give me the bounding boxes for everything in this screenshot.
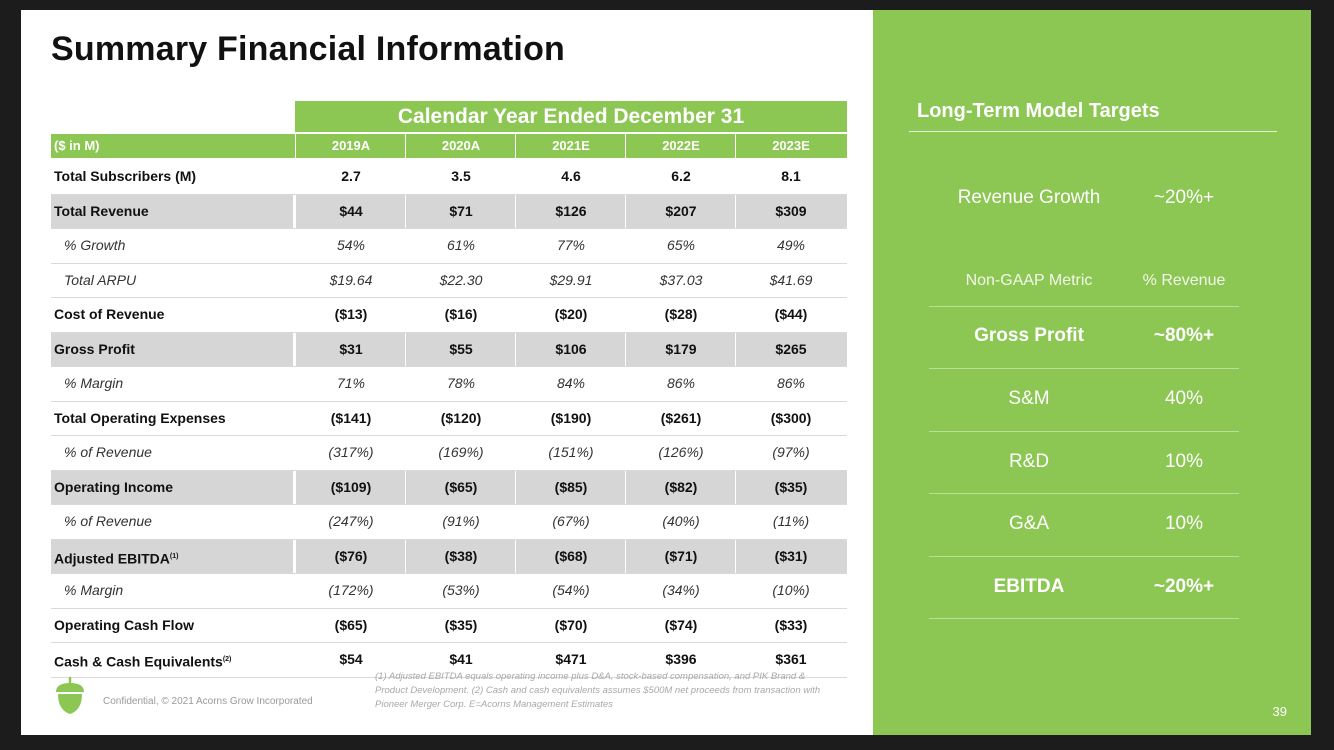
table-cell: ($190): [515, 402, 626, 436]
metric-value: 40%: [1164, 388, 1204, 409]
table-row: [51, 160, 847, 195]
row-label: [54, 298, 164, 331]
table-cell: ($65): [295, 609, 406, 643]
row-label: [54, 333, 135, 366]
table-cell: ($20): [515, 298, 626, 332]
table-cell: (169%): [405, 436, 516, 470]
table-cell: (53%): [405, 574, 516, 608]
year-header: 2021E: [515, 134, 626, 158]
row-cells: [295, 264, 847, 298]
metric-value: ~20%+: [1153, 576, 1215, 597]
row-label: [64, 505, 152, 538]
row-label: [54, 643, 231, 679]
footnote-marker: (1): [169, 552, 179, 560]
table-cell: $106: [515, 333, 626, 367]
row-label: [64, 229, 125, 262]
table-cell: 78%: [405, 367, 516, 401]
table-cell: 65%: [625, 229, 736, 263]
table-row: [51, 229, 847, 264]
table-cell: $55: [405, 333, 516, 367]
table-row: [51, 471, 847, 506]
divider: [929, 306, 1239, 307]
table-cell: 4.6: [515, 160, 626, 194]
table-cell: ($76): [295, 540, 406, 574]
table-cell: 54%: [295, 229, 406, 263]
year-header: 2022E: [625, 134, 736, 158]
table-cell: (91%): [405, 505, 516, 539]
row-label-text: Adjusted EBITDA: [54, 550, 170, 567]
divider: [929, 493, 1239, 494]
table-cell: ($70): [515, 609, 626, 643]
table-cell: 6.2: [625, 160, 736, 194]
calendar-header: Calendar Year Ended December 31: [295, 101, 847, 132]
row-label: [54, 160, 196, 193]
row-label-text: % of Revenue: [64, 444, 152, 460]
table-cell: ($35): [405, 609, 516, 643]
table-cell: ($16): [405, 298, 516, 332]
table-cell: $265: [735, 333, 846, 367]
row-label-text: Cost of Revenue: [54, 306, 165, 322]
table-cell: $41: [405, 643, 516, 677]
table-cell: (151%): [515, 436, 626, 470]
row-label: [64, 264, 136, 297]
table-row: [51, 402, 847, 437]
page-title: Summary Financial Information: [51, 30, 566, 68]
table-cell: (172%): [295, 574, 406, 608]
row-label: [54, 609, 194, 642]
row-label: [64, 367, 123, 400]
metric-label: G&A: [1008, 513, 1050, 534]
row-cells: [295, 367, 847, 401]
row-label-text: Cash & Cash Equivalents: [54, 653, 223, 670]
table-cell: ($120): [405, 402, 516, 436]
row-cells: [295, 298, 847, 332]
table-cell: 86%: [625, 367, 736, 401]
divider: [929, 556, 1239, 557]
row-label-text: % Growth: [64, 237, 126, 253]
table-cell: ($300): [735, 402, 846, 436]
table-cell: 2.7: [295, 160, 406, 194]
row-cells: [295, 609, 847, 643]
table-cell: ($35): [735, 471, 846, 505]
row-cells: [295, 540, 847, 574]
footnote: (1) Adjusted EBITDA equals operating income plus D&A, stock-based compensation, and PIK Brand & Product Development. (2) Cash and cash equivalents assumes $500M net proceeds from transaction with Pioneer Merger Corp. E=Acorns Management Estimates: [375, 671, 821, 710]
table-cell: (126%): [625, 436, 736, 470]
targets-title-underline: [909, 131, 1277, 132]
divider: [929, 618, 1239, 619]
year-header: 2023E: [735, 134, 846, 158]
table-cell: ($141): [295, 402, 406, 436]
table-cell: ($109): [295, 471, 406, 505]
metric-label: S&M: [1008, 388, 1050, 409]
acorn-logo-icon: [53, 676, 87, 716]
table-cell: 86%: [735, 367, 846, 401]
table-cell: ($33): [735, 609, 846, 643]
row-label: [54, 402, 226, 435]
table-cell: ($28): [625, 298, 736, 332]
table-row: [51, 505, 847, 540]
row-cells: [295, 574, 847, 608]
table-cell: $19.64: [295, 264, 406, 298]
row-cells: [295, 471, 847, 505]
row-label-text: Gross Profit: [54, 340, 135, 357]
table-cell: ($68): [515, 540, 626, 574]
table-cell: $54: [295, 643, 406, 677]
left-panel: [21, 10, 873, 735]
table-cell: (54%): [515, 574, 626, 608]
row-label-text: Operating Cash Flow: [54, 616, 195, 633]
table-cell: (97%): [735, 436, 846, 470]
table-cell: $22.30: [405, 264, 516, 298]
table-cell: 84%: [515, 367, 626, 401]
row-label: [54, 195, 149, 228]
year-header: 2020A: [405, 134, 516, 158]
table-cell: $309: [735, 195, 846, 229]
metric-label: Revenue Growth: [957, 187, 1101, 208]
metric-value: 10%: [1164, 451, 1204, 472]
table-cell: (10%): [735, 574, 846, 608]
row-label-text: % of Revenue: [64, 513, 152, 529]
table-cell: ($38): [405, 540, 516, 574]
row-label-text: % Margin: [64, 582, 124, 598]
table-cell: $207: [625, 195, 736, 229]
row-label: [54, 540, 178, 576]
row-cells: [295, 436, 847, 470]
table-row: [51, 436, 847, 471]
table-cell: ($13): [295, 298, 406, 332]
table-cell: $31: [295, 333, 406, 367]
table-cell: (34%): [625, 574, 736, 608]
table-cell: ($261): [625, 402, 736, 436]
table-cell: $471: [515, 643, 626, 677]
table-cell: $396: [625, 643, 736, 677]
table-cell: 8.1: [735, 160, 846, 194]
table-cell: $41.69: [735, 264, 846, 298]
metric-value: ~80%+: [1153, 325, 1215, 346]
year-header: 2019A: [295, 134, 406, 158]
row-label-text: Total Revenue: [54, 202, 149, 219]
table-cell: ($44): [735, 298, 846, 332]
table-cell: 49%: [735, 229, 846, 263]
divider: [929, 368, 1239, 369]
table-cell: (40%): [625, 505, 736, 539]
row-label-text: % Margin: [64, 375, 124, 391]
value-column-header: % Revenue: [1142, 272, 1226, 289]
row-cells: [295, 402, 847, 436]
table-cell: (317%): [295, 436, 406, 470]
table-cell: ($65): [405, 471, 516, 505]
table-cell: 71%: [295, 367, 406, 401]
metric-label: R&D: [1008, 451, 1050, 472]
confidential-notice: Confidential, © 2021 Acorns Grow Incorporated: [103, 696, 313, 707]
table-cell: ($82): [625, 471, 736, 505]
table-body: [51, 160, 847, 678]
table-cell: (11%): [735, 505, 846, 539]
row-label: [64, 574, 123, 607]
table-row: [51, 333, 847, 368]
table-cell: $179: [625, 333, 736, 367]
row-cells: [295, 505, 847, 539]
table-cell: ($74): [625, 609, 736, 643]
column-header-row: [51, 134, 847, 158]
table-cell: $29.91: [515, 264, 626, 298]
table-cell: ($71): [625, 540, 736, 574]
table-cell: $71: [405, 195, 516, 229]
divider: [929, 431, 1239, 432]
footnote-marker: (2): [222, 656, 232, 663]
page-number: 39: [1272, 704, 1287, 719]
row-label: [64, 436, 152, 469]
table-row: [51, 574, 847, 609]
row-cells: [295, 160, 847, 194]
metric-column-header: Non-GAAP Metric: [965, 272, 1093, 289]
table-cell: (247%): [295, 505, 406, 539]
targets-title: Long-Term Model Targets: [917, 100, 1160, 122]
table-cell: (67%): [515, 505, 626, 539]
row-label-text: Total Subscribers (M): [54, 168, 197, 184]
unit-label: ($ in M): [54, 138, 100, 153]
metric-label: EBITDA: [993, 576, 1065, 597]
table-row: [51, 264, 847, 299]
row-label-text: Operating Income: [54, 478, 174, 495]
table-row: [51, 540, 847, 575]
row-cells: [295, 333, 847, 367]
table-cell: $361: [735, 643, 846, 677]
metric-label: Gross Profit: [974, 325, 1084, 346]
table-cell: $44: [295, 195, 406, 229]
table-row: [51, 195, 847, 230]
row-label-text: Total ARPU: [64, 271, 137, 288]
slide: [21, 10, 1311, 735]
table-cell: ($85): [515, 471, 626, 505]
row-label-text: Total Operating Expenses: [54, 409, 226, 426]
table-row: [51, 367, 847, 402]
table-row: [51, 609, 847, 644]
row-cells: [295, 229, 847, 263]
metric-value: ~20%+: [1153, 187, 1215, 208]
row-cells: [295, 195, 847, 229]
metric-value: 10%: [1164, 513, 1204, 534]
long-term-targets-panel: [873, 10, 1311, 735]
table-cell: ($31): [735, 540, 846, 574]
table-cell: 77%: [515, 229, 626, 263]
table-cell: $37.03: [625, 264, 736, 298]
table-cell: 61%: [405, 229, 516, 263]
row-label: [54, 471, 173, 504]
table-row: [51, 298, 847, 333]
table-cell: 3.5: [405, 160, 516, 194]
table-cell: $126: [515, 195, 626, 229]
